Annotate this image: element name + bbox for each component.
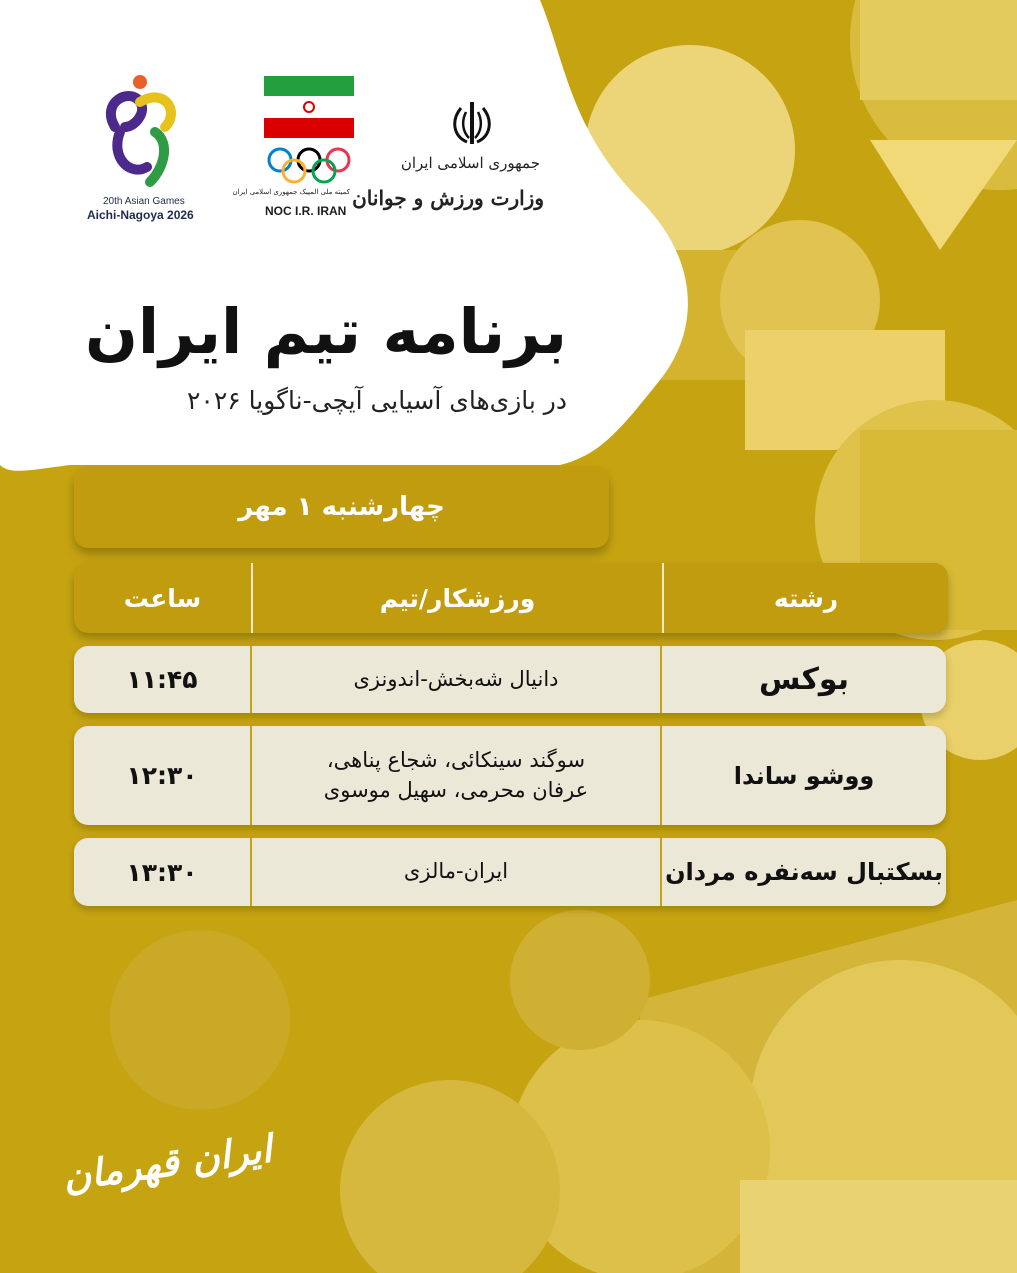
row-time: ۱۱:۴۵ [126, 665, 198, 694]
column-header-sport: رشته [773, 583, 839, 613]
date-label: چهارشنبه ۱ مهر [238, 492, 445, 522]
noc-persian-caption: کمیته ملی المپیک جمهوری اسلامی ایران [232, 188, 350, 196]
athlete-line: سوگند سینکائی، شجاع پناهی، [326, 748, 586, 773]
asian-games-line1: 20th Asian Games [103, 196, 185, 207]
asian-games-line2: Aichi-Nagoya 2026 [87, 208, 194, 222]
athlete-line: ایران-مالزی [403, 859, 509, 884]
row-athlete [252, 646, 660, 713]
noc-caption: NOC I.R. IRAN [265, 204, 347, 218]
date-banner [74, 466, 609, 548]
athlete-line: عرفان محرمی، سهیل موسوی [323, 777, 589, 802]
table-row [74, 838, 946, 906]
asian-games-logo [85, 72, 210, 222]
table-row [74, 726, 946, 825]
table-header [74, 563, 948, 633]
iran-flag-icon [264, 76, 354, 138]
olympic-rings-icon [264, 146, 354, 186]
noc-iran-logo [232, 76, 358, 226]
row-athlete [252, 726, 660, 825]
athlete-line: دانیال شه‌بخش-اندونزی [353, 666, 559, 691]
ministry-line2: وزارت ورزش و جوانان [352, 186, 544, 210]
row-athlete [252, 838, 660, 906]
page-title: برنامه تیم ایران [84, 295, 567, 368]
brand-logo: ایران قهرمان [59, 1125, 275, 1200]
row-sport: بسکتبال سه‌نفره مردان [665, 858, 943, 886]
ministry-line1: جمهوری اسلامی ایران [400, 154, 540, 172]
iran-emblem-icon [447, 98, 497, 148]
page-subtitle: در بازی‌های آسیایی آیچی-ناگویا ۲۰۲۶ [186, 386, 567, 415]
column-header-time: ساعت [123, 583, 202, 613]
column-header-athlete: ورزشکار/تیم [379, 583, 536, 613]
row-sport: ووشو ساندا [733, 761, 875, 790]
table-row [74, 646, 946, 713]
asian-games-emblem-icon [85, 72, 210, 192]
row-sport: بوکس [759, 662, 849, 697]
row-time: ۱۳:۳۰ [126, 857, 198, 887]
row-time: ۱۲:۳۰ [126, 761, 198, 790]
ministry-logo [352, 90, 560, 220]
